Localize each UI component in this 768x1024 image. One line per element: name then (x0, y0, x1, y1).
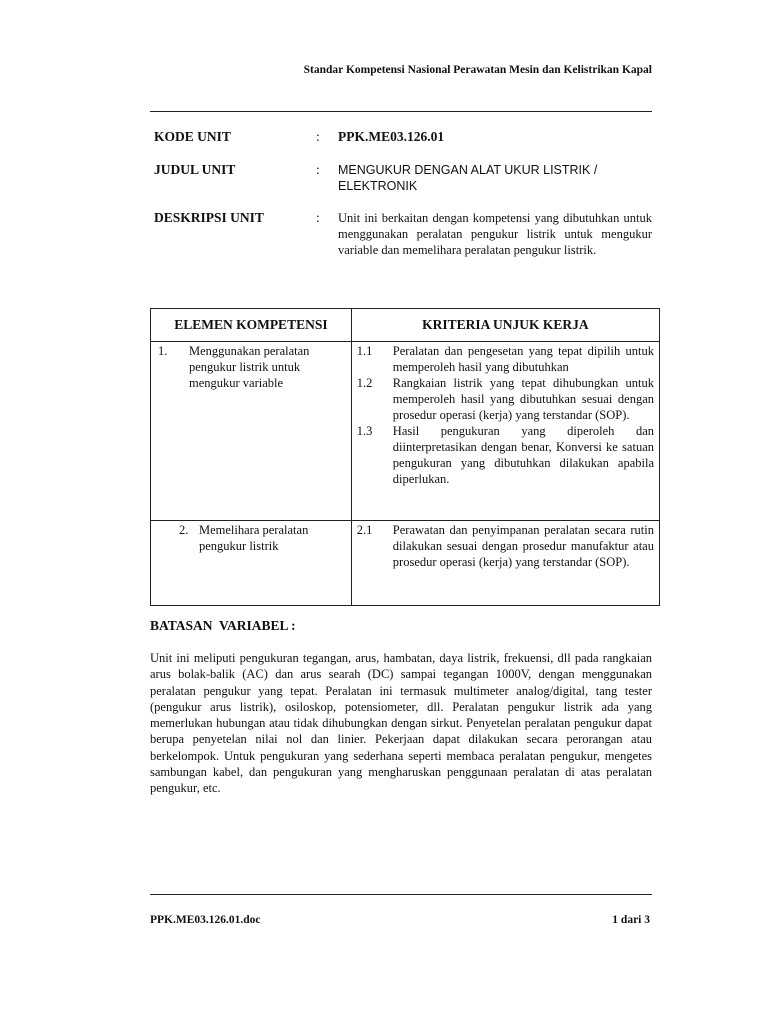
table-row (151, 342, 660, 521)
footer-divider (150, 894, 652, 895)
kriteria-number: 1.2 (356, 376, 373, 390)
judul-unit-value: MENGUKUR DENGAN ALAT UKUR LISTRIK / ELEKTRONIK (338, 163, 598, 193)
batasan-variabel-text: Unit ini meliputi pengukuran tegangan, arus, hambatan, daya listrik, frekuensi, dll pada rangkaian arus bolak-balik (AC) dan arus searah (DC) sampai tegangan 1000V, dengan menggunakan peralatan pengukur yang tepat. Peralatan ini termasuk multimeter analog/digital, tang tester (pengukur arus listrik), osiloskop, potensiometer, dll. Peralatan pengukur listrik ada yang memerlukan hubungan atau tidak dihubungkan dengan sirkut. Penyetelan peralatan pengukur dapat berupa penyetelan nilai nol dan linier. Pekerjaan dapat dilakukan secara perorangan atau berkelompok. Untuk pengukuran yang sederhana seperti membaca peralatan pengukur, mengetes sambungan kabel, dan pengukuran yang mengharuskan penggunaan peralatan di atas peralatan pengukur, etc. (150, 651, 652, 796)
kompetensi-table (150, 308, 660, 606)
footer-page-number: 1 dari 3 (612, 914, 650, 926)
deskripsi-unit-value: Unit ini berkaitan dengan kompetensi yang dibutuhkan untuk menggunakan peralatan pengukur listrik untuk mengukur variable dan memelihara peralatan pengukur listrik. (338, 211, 652, 257)
elemen-text: Menggunakan peralatan pengukur listrik untuk mengukur variable (189, 344, 310, 390)
kode-unit-value: PPK.ME03.126.01 (338, 129, 445, 144)
colon: : (316, 129, 320, 144)
header-kriteria: KRITERIA UNJUK KERJA (351, 309, 659, 342)
header-divider (150, 111, 652, 112)
colon: : (316, 210, 320, 225)
kriteria-item (353, 522, 658, 570)
kriteria-item (353, 343, 658, 375)
colon: : (316, 162, 320, 177)
kriteria-item (353, 375, 658, 423)
kriteria-text: Peralatan dan pengesetan yang tepat dipilih untuk memperoleh hasil yang dibutuhkan (392, 344, 654, 374)
kriteria-number: 1.1 (356, 344, 373, 358)
kriteria-item (353, 423, 658, 487)
kode-unit-label: KODE UNIT (154, 129, 231, 144)
elemen-cell (151, 521, 352, 606)
elemen-text: Memelihara peralatan pengukur listrik (199, 523, 309, 553)
deskripsi-unit-label: DESKRIPSI UNIT (154, 210, 264, 225)
kriteria-text: Hasil pengukuran yang diperoleh dan diinterpretasikan dengan benar, Konversi ke satuan pengukuran yang dibutuhkan dilakukan apabila diperlukan. (392, 424, 654, 486)
kriteria-cell (351, 342, 659, 521)
elemen-item (152, 343, 350, 391)
kriteria-text: Rangkaian listrik yang tepat dihubungkan untuk memperoleh hasil yang dibutuhkan sesuai dengan prosedur operasi (kerja) yang terstandar (SOP). (392, 376, 654, 422)
elemen-number: 1. (158, 344, 168, 358)
judul-unit-label: JUDUL UNIT (154, 162, 236, 177)
elemen-item (152, 522, 350, 554)
kriteria-number: 2.1 (356, 523, 373, 537)
footer-doc-name: PPK.ME03.126.01.doc (150, 914, 261, 926)
kriteria-number: 1.3 (356, 424, 373, 438)
page-header: Standar Kompetensi Nasional Perawatan Mesin dan Kelistrikan Kapal (303, 64, 652, 76)
kriteria-cell (351, 521, 659, 606)
header-elemen: ELEMEN KOMPETENSI (151, 309, 352, 342)
table-header-row (151, 309, 660, 342)
elemen-number: 2. (179, 523, 189, 537)
elemen-cell (151, 342, 352, 521)
batasan-variabel-title: BATASAN VARIABEL : (150, 618, 296, 633)
kriteria-text: Perawatan dan penyimpanan peralatan secara rutin dilakukan sesuai dengan prosedur manufaktur atau prosedur operasi (kerja) yang terstandar (SOP). (392, 523, 654, 569)
table-row (151, 521, 660, 606)
